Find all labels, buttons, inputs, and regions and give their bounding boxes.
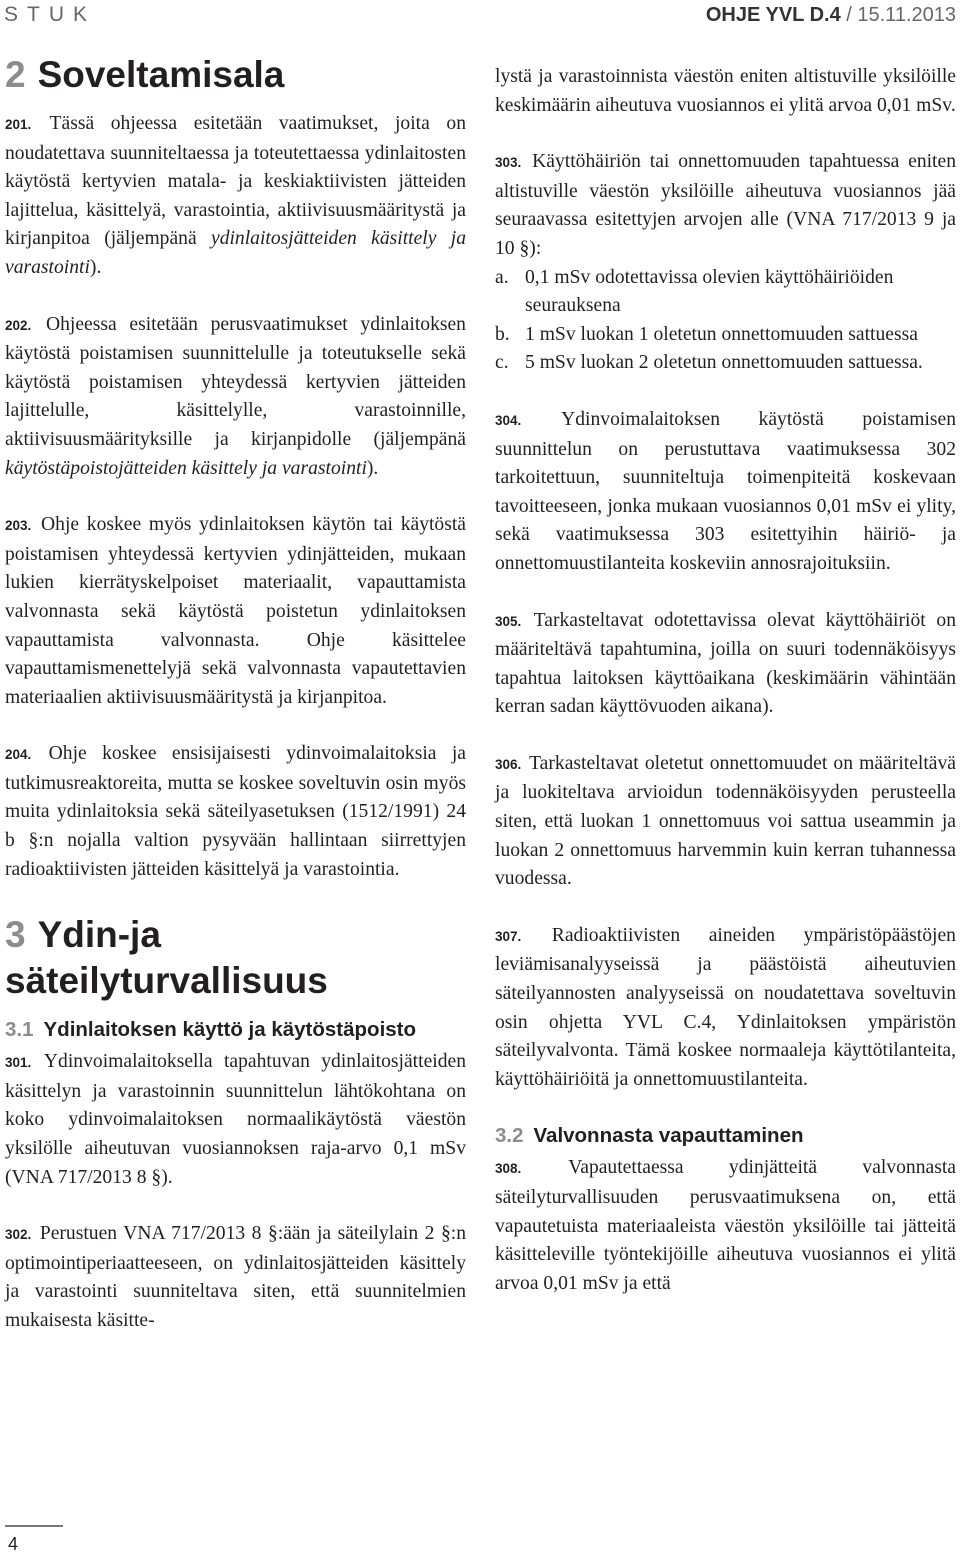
subsection-heading-3-1 xyxy=(5,1016,466,1044)
page-number: 4 xyxy=(8,1534,19,1554)
paragraph-end: ). xyxy=(89,256,102,278)
list-item-letter: c. xyxy=(495,352,509,374)
paragraph-number: 304. xyxy=(495,412,522,428)
list-item xyxy=(495,264,956,321)
paragraph-303 xyxy=(495,148,956,263)
section-title-line1: Ydin-ja xyxy=(37,914,161,956)
subsection-heading-3-2 xyxy=(495,1122,956,1150)
section-title-line2: säteilyturvallisuus xyxy=(5,960,328,1002)
paragraph-202 xyxy=(5,311,466,484)
section-number: 3 xyxy=(5,914,26,956)
section-number: 2 xyxy=(5,54,26,95)
paragraph-305 xyxy=(495,607,956,722)
section-heading-3 xyxy=(5,912,466,1004)
paragraph-text: Ohjeessa esitetään perusvaatimukset ydinlaitoksen käytöstä poistamisen suunnittelulle ja toteutukselle sekä käytöstä poistamisen yhteydessä kertyvien jätteiden lajittelulle, käsittelylle, varastoinnille, aktiivisuusmäärityksille ja kirjanpidolle (jäljempänä xyxy=(5,313,466,450)
paragraph-text: Vapautettaessa ydinjätteitä valvonnasta säteilyturvallisuuden perusvaatimuksena on, että vapautetuista materiaaleista väestön yksilöille tai jätteitä käsitteleville työntekijöille aiheutuva vuosiannos ei ylitä arvoa 0,01 mSv ja että xyxy=(495,1157,956,1294)
subsection-number: 3.2 xyxy=(495,1124,524,1148)
paragraph-text: Tarkasteltavat odotettavissa olevat käyttöhäiriöt on määriteltävä tapahtumina, joilla on suuri todennäköisyys tapahtua laitoksen käyttöaikana (keskimäärin vähintään kerran sadan käyttövuoden aikana). xyxy=(495,609,957,718)
guide-code: OHJE YVL D.4 xyxy=(705,4,841,26)
paragraph-italic-term: käytöstäpoistojätteiden käsittely ja varastointi xyxy=(5,457,367,479)
right-column xyxy=(495,63,956,1326)
paragraph-301 xyxy=(5,1048,466,1192)
paragraph-text: Ohje koskee myös ydinlaitoksen käytön tai käytöstä poistamisen yhteydessä kertyvien ydinjätteiden, mukaan lukien kierrätyskelpoiset materiaalit, vapauttamista valvonnasta sekä käytöstä poistetun ydinlaitoksen vapauttamista valvonnasta. Ohje käsittelee vapauttamismenettelyjä sekä valvonnasta vapautettavien materiaalien aktiivisuusmääritystä ja kirjanpitoa. xyxy=(5,514,466,708)
paragraph-number: 203. xyxy=(5,518,32,534)
paragraph-text: Käyttöhäiriön tai onnettomuuden tapahtuessa eniten altistuville väestön yksilöille aiheutuva vuosiannos jää seuraavassa esitettyjen arvojen alle (VNA 717/2013 9 ja 10 §): xyxy=(495,151,956,259)
paragraph-number: 302. xyxy=(5,1227,32,1243)
paragraph-203 xyxy=(5,511,466,712)
paragraph-end: ). xyxy=(366,457,379,479)
paragraph-number: 204. xyxy=(5,747,32,763)
dose-limit-list xyxy=(495,264,956,378)
paragraph-number: 308. xyxy=(495,1161,522,1177)
paragraph-number: 201. xyxy=(5,117,32,132)
section-heading-2 xyxy=(5,52,466,98)
paragraph-number: 307. xyxy=(495,928,522,944)
list-item-text: 0,1 mSv odotettavissa olevien käyttöhäiriöiden seurauksena xyxy=(525,266,894,317)
list-item xyxy=(495,321,956,350)
running-header-guide xyxy=(706,0,956,30)
paragraph-text: Perustuen VNA 717/2013 8 §:ään ja säteilylain 2 §:n optimointiperiaatteeseen, on ydinlaitosjätteiden käsittely ja varastointi suunniteltava siten, että suunnitelmien mukaisesta käsitte- xyxy=(5,1223,466,1331)
list-item-text: 5 mSv luokan 2 oletetun onnettomuuden sattuessa. xyxy=(525,352,923,374)
paragraph-text: Ydinvoimalaitoksella tapahtuvan ydinlaitosjätteiden käsittelyn ja varastoinnin suunnittelun lähtökohtana on koko ydinvoimalaitoksen normaalikäytöstä väestön yksilölle aiheutuvan vuosiannoksen raja-arvo 0,1 mSv (VNA 717/2013 8 §). xyxy=(5,1051,466,1188)
paragraph-text: Ohje koskee ensisijaisesti ydinvoimalaitoksia ja tutkimusreaktoreita, mutta se koskee soveltuvin osin myös muita ydinlaitoksia sekä säteilyasetuksen (1512/1991) 24 b §:n nojalla valtion pysyvään hallintaan siirrettyjen radioaktiivisten jätteiden käsittelyä ja varastointia. xyxy=(5,743,466,880)
section-title: Soveltamisala xyxy=(37,54,285,95)
list-item-text: 1 mSv luokan 1 oletetun onnettomuuden sattuessa xyxy=(525,323,918,345)
list-item-letter: b. xyxy=(495,323,510,345)
paragraph-201 xyxy=(5,110,466,283)
left-column xyxy=(5,52,466,1364)
list-item-letter: a. xyxy=(495,266,509,288)
paragraph-number: 306. xyxy=(495,756,522,772)
guide-date: / 15.11.2013 xyxy=(840,4,956,26)
subsection-title: Ydinlaitoksen käyttö ja käytöstäpoisto xyxy=(43,1018,417,1042)
subsection-number: 3.1 xyxy=(5,1018,34,1042)
paragraph-text: Tarkasteltavat oletetut onnettomuudet on määriteltävä ja luokiteltava arvioidun todennäköisyyden perusteella siten, että luokan 1 onnettomuus voi sattua useammin ja luokan 2 onnettomuus harvemmin kuin kerran tuhannessa vuodessa. xyxy=(495,752,956,890)
paragraph-number: 303. xyxy=(495,155,522,171)
paragraph-308 xyxy=(495,1154,956,1298)
paragraph-302 xyxy=(5,1220,466,1335)
paragraph-307 xyxy=(495,922,956,1095)
paragraph-text: Ydinvoimalaitoksen käytöstä poistamisen suunnittelun on perustuttava vaatimuksessa 302 tarkoitettuun, suunniteltuja toimenpiteitä koskevaan tavoitteeseen, jonka mukaan vuosiannos 0,01 mSv ei ylity, sekä vaatimuksessa 303 esitettyihin häiriö- ja onnettomuustilanteita koskeviin annosrajoituksiin. xyxy=(495,408,957,574)
subsection-title: Valvonnasta vapauttaminen xyxy=(533,1124,804,1148)
paragraph-text: Radioaktiivisten aineiden ympäristöpäästöjen leviämisanalyyseissä ja päästöistä aiheutuvien säteilyannosten analyyseissä on noudatettava soveltuvin osin ohjetta YVL C.4, Ydinlaitoksen ympäristön säteilyvalvonta. Tämä koskee normaaleja käyttötilanteita, käyttöhäiriöitä ja onnettomuustilanteita. xyxy=(495,924,956,1090)
paragraph-number: 305. xyxy=(495,613,522,629)
paragraph-number: 202. xyxy=(5,317,32,333)
paragraph-302-continued: lystä ja varastoinnista väestön eniten altistuville yksilöille keskimäärin aiheutuva vuosiannos ei ylitä arvoa 0,01 mSv. xyxy=(495,66,956,116)
running-header-org: STUK xyxy=(4,3,97,26)
paragraph-304 xyxy=(495,406,956,579)
paragraph-204 xyxy=(5,740,466,884)
list-item xyxy=(495,349,956,378)
paragraph-italic-term: ydinlaitosjätteiden käsittely ja varastointi xyxy=(5,228,467,278)
footer-rule xyxy=(5,1525,63,1527)
paragraph-number: 301. xyxy=(5,1055,32,1071)
paragraph-306 xyxy=(495,750,956,894)
paragraph-text: Tässä ohjeessa esitetään vaatimukset, joita on noudatettava suunniteltaessa ja toteutettaessa ydinlaitosten käytöstä kertyvien matala- ja keskiaktiivisten jätteiden lajittelua, käsittelyä, varastointia, aktiivisuusmääritystä ja kirjanpitoa (jäljempänä xyxy=(5,113,466,250)
